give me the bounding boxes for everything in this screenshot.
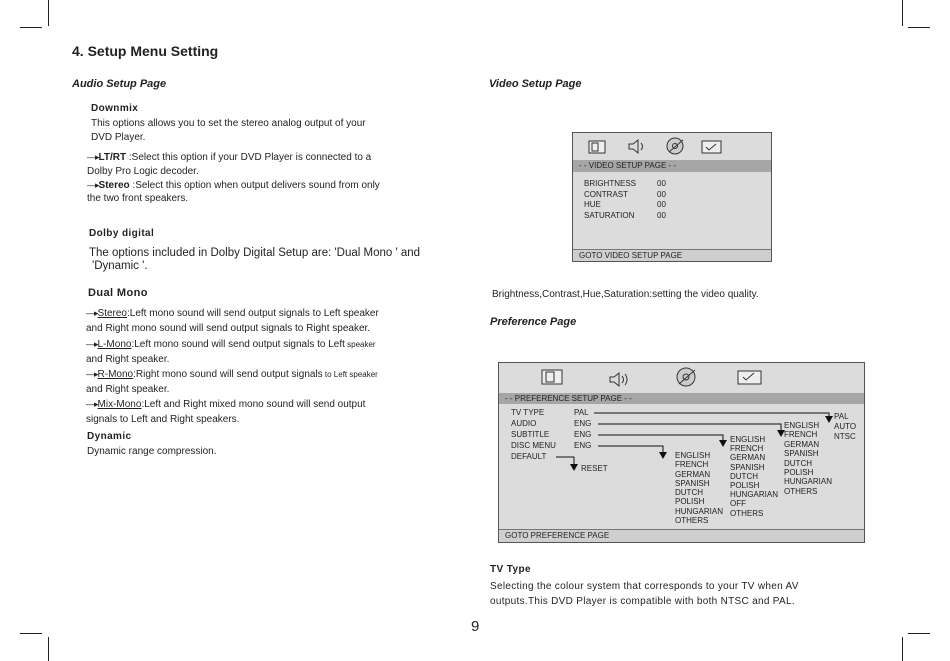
tvtype-text-2 [490, 594, 795, 609]
crop-mark [908, 27, 930, 28]
disc-option: ENGLISH [675, 451, 711, 460]
stereo-label: Stereo [98, 180, 130, 191]
audio-option: POLISH [784, 468, 814, 478]
disc-menu-option-list [675, 451, 723, 525]
dm-stereo-option [86, 306, 379, 321]
dual-mono-heading: Dual Mono [88, 287, 148, 299]
page-title: 4. Setup Menu Setting [72, 43, 219, 59]
audio-heading: Audio Setup Page [72, 78, 167, 90]
video-value-0: 00 [657, 179, 666, 188]
pref-label-0: TV TYPE [511, 408, 545, 417]
preference-setup-panel [498, 362, 865, 543]
crop-mark [48, 637, 49, 661]
crop-mark [48, 0, 49, 26]
tv-option: AUTO [834, 422, 857, 431]
tvtype-text-2a: outputs. [490, 596, 528, 607]
subtitle-option: POLISH [730, 481, 760, 491]
audio-option: FRENCH [784, 430, 818, 440]
disc-option: GERMAN [675, 469, 711, 479]
preference-heading: Preference Page [490, 316, 577, 328]
stereo-text-2: the two front speakers. [87, 193, 189, 204]
dm-lmono-option [86, 337, 376, 352]
pref-value-2: ENG [574, 430, 592, 439]
crop-mark [902, 0, 903, 26]
dm-stereo-text-2: and Right mono sound will send output signals to Right speaker. [86, 323, 371, 334]
disc-option: POLISH [675, 497, 705, 507]
subtitle-option-list [730, 435, 778, 518]
dm-lmono-text-2: and Right speaker. [86, 354, 170, 365]
video-label-3: SATURATION [584, 211, 635, 220]
dolby-heading: Dolby digital [89, 228, 155, 239]
dm-lmono-small: speaker [344, 340, 376, 349]
dolby-text: The options included in Dolby Digital Setup are: 'Dual Mono ' and [89, 247, 421, 259]
disc-option: FRENCH [675, 460, 709, 470]
dm-rmono-label: R-Mono [97, 369, 134, 380]
dm-mix-label: Mix-Mono [97, 399, 142, 410]
video-label-2: HUE [584, 200, 601, 209]
downmix-intro-2: DVD Player. [91, 132, 146, 143]
audio-option: SPANISH [784, 449, 819, 459]
arrow-right-icon: —▸ [86, 369, 98, 379]
ltrt-text: :Select this option if your DVD Player is connected to a [126, 152, 372, 163]
subtitle-option: FRENCH [730, 444, 764, 454]
subtitle-option: ENGLISH [730, 435, 766, 444]
dm-mix-text-2: signals to Left and Right speakers. [86, 414, 240, 425]
tv-option-list [834, 412, 856, 442]
video-caption: Brightness,Contrast,Hue,Saturation:setting the video quality. [492, 289, 759, 300]
crop-mark [20, 27, 42, 28]
pref-label-2: SUBTITLE [511, 430, 550, 439]
disc-option: OTHERS [675, 516, 709, 526]
downmix-intro: This options allows you to set the stereo analog output of your [91, 118, 366, 129]
preference-panel-footer: GOTO PREFERENCE PAGE [499, 529, 864, 542]
crop-mark [20, 633, 42, 634]
arrow-right-icon: —▸ [87, 180, 99, 190]
disc-option: DUTCH [675, 488, 703, 498]
video-value-2: 00 [657, 200, 666, 209]
video-label-1: CONTRAST [584, 190, 628, 199]
video-reel-icon [665, 136, 687, 156]
dm-stereo-label: Stereo [97, 308, 127, 319]
tvtype-text-2b: This DVD Player is compatible with both NTSC and PAL. [527, 596, 795, 607]
dm-lmono-label: L-Mono [97, 339, 132, 350]
video-panel-footer: GOTO VIDEO SETUP PAGE [573, 249, 771, 261]
arrow-right-icon: —▸ [86, 399, 98, 409]
audio-icon [626, 138, 648, 155]
dm-rmono-text-2: and Right speaker. [86, 384, 170, 395]
audio-option: OTHERS [784, 486, 818, 496]
dm-rmono-option [86, 367, 378, 382]
crop-mark [908, 633, 930, 634]
page-number: 9 [471, 618, 480, 635]
audio-option-list [784, 421, 832, 496]
video-value-1: 00 [657, 190, 666, 199]
downmix-heading: Downmix [91, 103, 139, 114]
arrow-right-icon: —▸ [86, 308, 98, 318]
pref-label-3: DISC MENU [511, 441, 556, 450]
pref-value-3: ENG [574, 441, 592, 450]
reset-option: RESET [581, 464, 608, 473]
subtitle-option: SPANISH [730, 462, 765, 472]
stereo-text: :Select this option when output delivers sound from only [129, 180, 380, 191]
disc-option: SPANISH [675, 478, 710, 488]
dm-lmono-text: :Left mono sound will send output signals to Left [131, 339, 345, 350]
subtitle-option: OTHERS [730, 508, 764, 518]
audio-option: GERMAN [784, 439, 820, 449]
video-setup-panel [572, 132, 772, 262]
dm-mix-text: :Left and Right mixed mono sound will send output [141, 399, 366, 410]
video-panel-title: - - VIDEO SETUP PAGE - - [573, 160, 771, 172]
video-label-0: BRIGHTNESS [584, 179, 637, 188]
tv-option: PAL [834, 412, 849, 421]
audio-option: HUNGARIAN [784, 477, 833, 487]
pref-label-1: AUDIO [511, 419, 537, 428]
dynamic-heading: Dynamic [87, 431, 132, 442]
dolby-text-2: 'Dynamic '. [92, 260, 148, 272]
ltrt-option [87, 150, 371, 165]
dm-mix-option [86, 397, 365, 412]
audio-option: DUTCH [784, 458, 812, 468]
disc-option: HUNGARIAN [675, 506, 724, 516]
dm-stereo-text: :Left mono sound will send output signals to Left speaker [127, 308, 379, 319]
ltrt-text-2: Dolby Pro Logic decoder. [87, 166, 199, 177]
tvtype-heading: TV Type [490, 564, 531, 575]
pref-value-1: ENG [574, 419, 592, 428]
crop-mark [902, 637, 903, 661]
pref-value-0: PAL [574, 408, 589, 417]
preference-icon [701, 140, 723, 155]
speaker-settings-icon [588, 139, 608, 155]
subtitle-option: GERMAN [730, 453, 766, 463]
arrow-right-icon: —▸ [86, 339, 98, 349]
video-value-3: 00 [657, 211, 666, 220]
preference-panel-title: - - PREFERENCE SETUP PAGE - - [499, 393, 864, 404]
dm-rmono-text: :Right mono sound will send output signals [133, 369, 323, 380]
ltrt-label: LT/RT [98, 152, 127, 163]
arrow-right-icon: —▸ [87, 152, 99, 162]
dm-rmono-small: to Left speaker [322, 370, 378, 379]
subtitle-option: DUTCH [730, 471, 758, 481]
audio-option: ENGLISH [784, 421, 820, 430]
tvtype-text: Selecting the colour system that corresponds to your TV when AV [490, 581, 799, 592]
dynamic-text: Dynamic range compression. [87, 446, 217, 457]
subtitle-option: OFF [730, 499, 746, 509]
tv-option: NTSC [834, 432, 856, 441]
subtitle-option: HUNGARIAN [730, 490, 779, 500]
video-heading: Video Setup Page [489, 78, 582, 90]
pref-label-4: DEFAULT [511, 452, 547, 461]
